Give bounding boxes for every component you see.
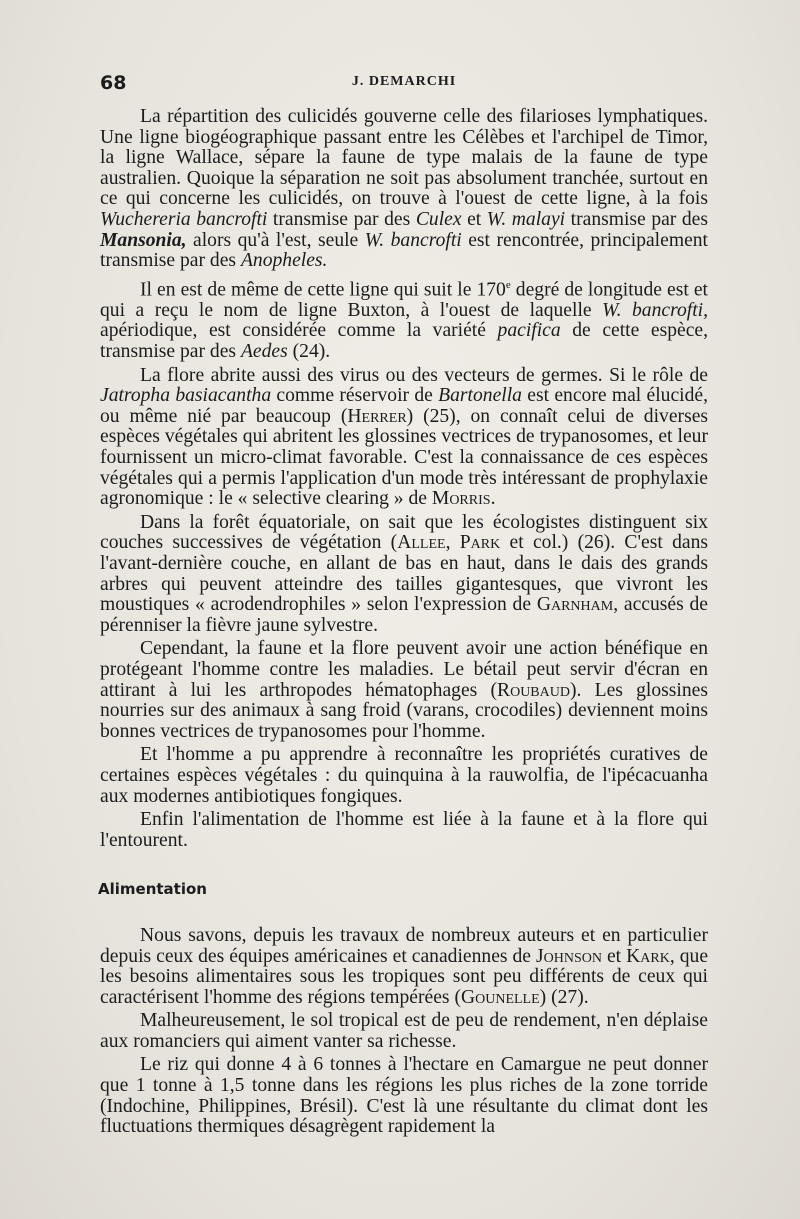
section-heading: Alimentation <box>98 880 207 899</box>
page-header <box>100 72 708 98</box>
paragraph-1: La répartition des culicidés gouverne celle des filarioses lymphatiques. Une ligne biogéographique passant entre les Célèbes et l'archipel de Timor, la ligne Wallace, sépare la faune de type malais de la faune de type australien. Quoique la séparation ne soit pas absolument tranchée, surtout en ce qui concerne les culicidés, on trouve à l'ouest de cette ligne, à la fois Wuchereria bancrofti transmise par des Culex et W. malayi transmise par des Mansonia, alors qu'à l'est, seule W. bancrofti est rencontrée, principalement transmise par des Anopheles. <box>100 106 709 272</box>
paragraph-7: Enfin l'alimentation de l'homme est liée à la faune et à la flore qui l'entourent. <box>100 809 708 851</box>
running-head: J. DEMARCHI <box>351 74 457 89</box>
paragraph-4: Dans la forêt équatoriale, on sait que les écologistes distinguent six couches successives de végétation (Allee, Park et col.) (26). C'est dans l'avant-dernière couche, en allant de bas en haut, dans le dais des grands arbres qui peuvent atteindre des tailles gigantesques, que vivront les moustiques « acrodendrophiles » selon l'expression de Garnham, accusés de pérenniser la fièvre jaune sylvestre. <box>100 511 708 636</box>
paragraph-5: Cependant, la faune et la flore peuvent avoir une action bénéfique en protégeant l'homme contre les maladies. Le bétail peut servir d'écran en attirant à lui les arthropodes hématophages (Roubaud). Les glossines nourries sur des animaux à sang froid (varans, crocodiles) deviennent moins bonnes vectrices de trypanosomes pour l'homme. <box>100 638 708 742</box>
paragraph-3: La flore abrite aussi des virus ou des vecteurs de germes. Si le rôle de Jatropha basiacantha comme réservoir de Bartonella est encore mal élucidé, ou même nié par beaucoup (Herrer) (25), on connaît celui de diverses espèces végétales qui abritent les glossines vectrices de trypanosomes, et leur fournissent un micro-climat favorable. C'est la connaissance de ces espèces végétales qui a permis l'application d'un mode très intéressant de prophylaxie agronomique : le « selective clearing » de Morris. <box>100 364 709 510</box>
paragraph-9: Malheureusement, le sol tropical est de peu de rendement, n'en déplaise aux romanciers qui aiment vanter sa richesse. <box>100 1010 708 1052</box>
paragraph-10: Le riz qui donne 4 à 6 tonnes à l'hectare en Camargue ne peut donner que 1 tonne à 1,5 tonne dans les régions les plus riches de la zone torride (Indochine, Philippines, Brésil). C'est là une résultante du climat dont les fluctuations thermiques désagrègent rapidement la <box>100 1054 708 1138</box>
paragraph-2: Il en est de même de cette ligne qui suit le 170e degré de longitude est et qui a reçu le nom de ligne Buxton, à l'ouest de laquelle W. bancrofti, apériodique, est considérée comme la variété pacifica de cette espèce, transmise par des Aedes (24). <box>100 278 708 363</box>
paragraph-6: Et l'homme a pu apprendre à reconnaître les propriétés curatives de certaines espèces végétales : du quinquina à la rauwolfia, de l'ipécacuanha aux modernes antibiotiques fongiques. <box>100 744 708 807</box>
page-number: 68 <box>100 72 127 94</box>
paragraph-8: Nous savons, depuis les travaux de nombreux auteurs et en particulier depuis ceux des équipes américaines et canadiennes de Johnson et Kark, que les besoins alimentaires sous les tropiques sont peu différents de ceux qui caractérisent l'homme des régions tempérées (Gounelle) (27). <box>100 924 709 1008</box>
body-text <box>100 107 708 1141</box>
